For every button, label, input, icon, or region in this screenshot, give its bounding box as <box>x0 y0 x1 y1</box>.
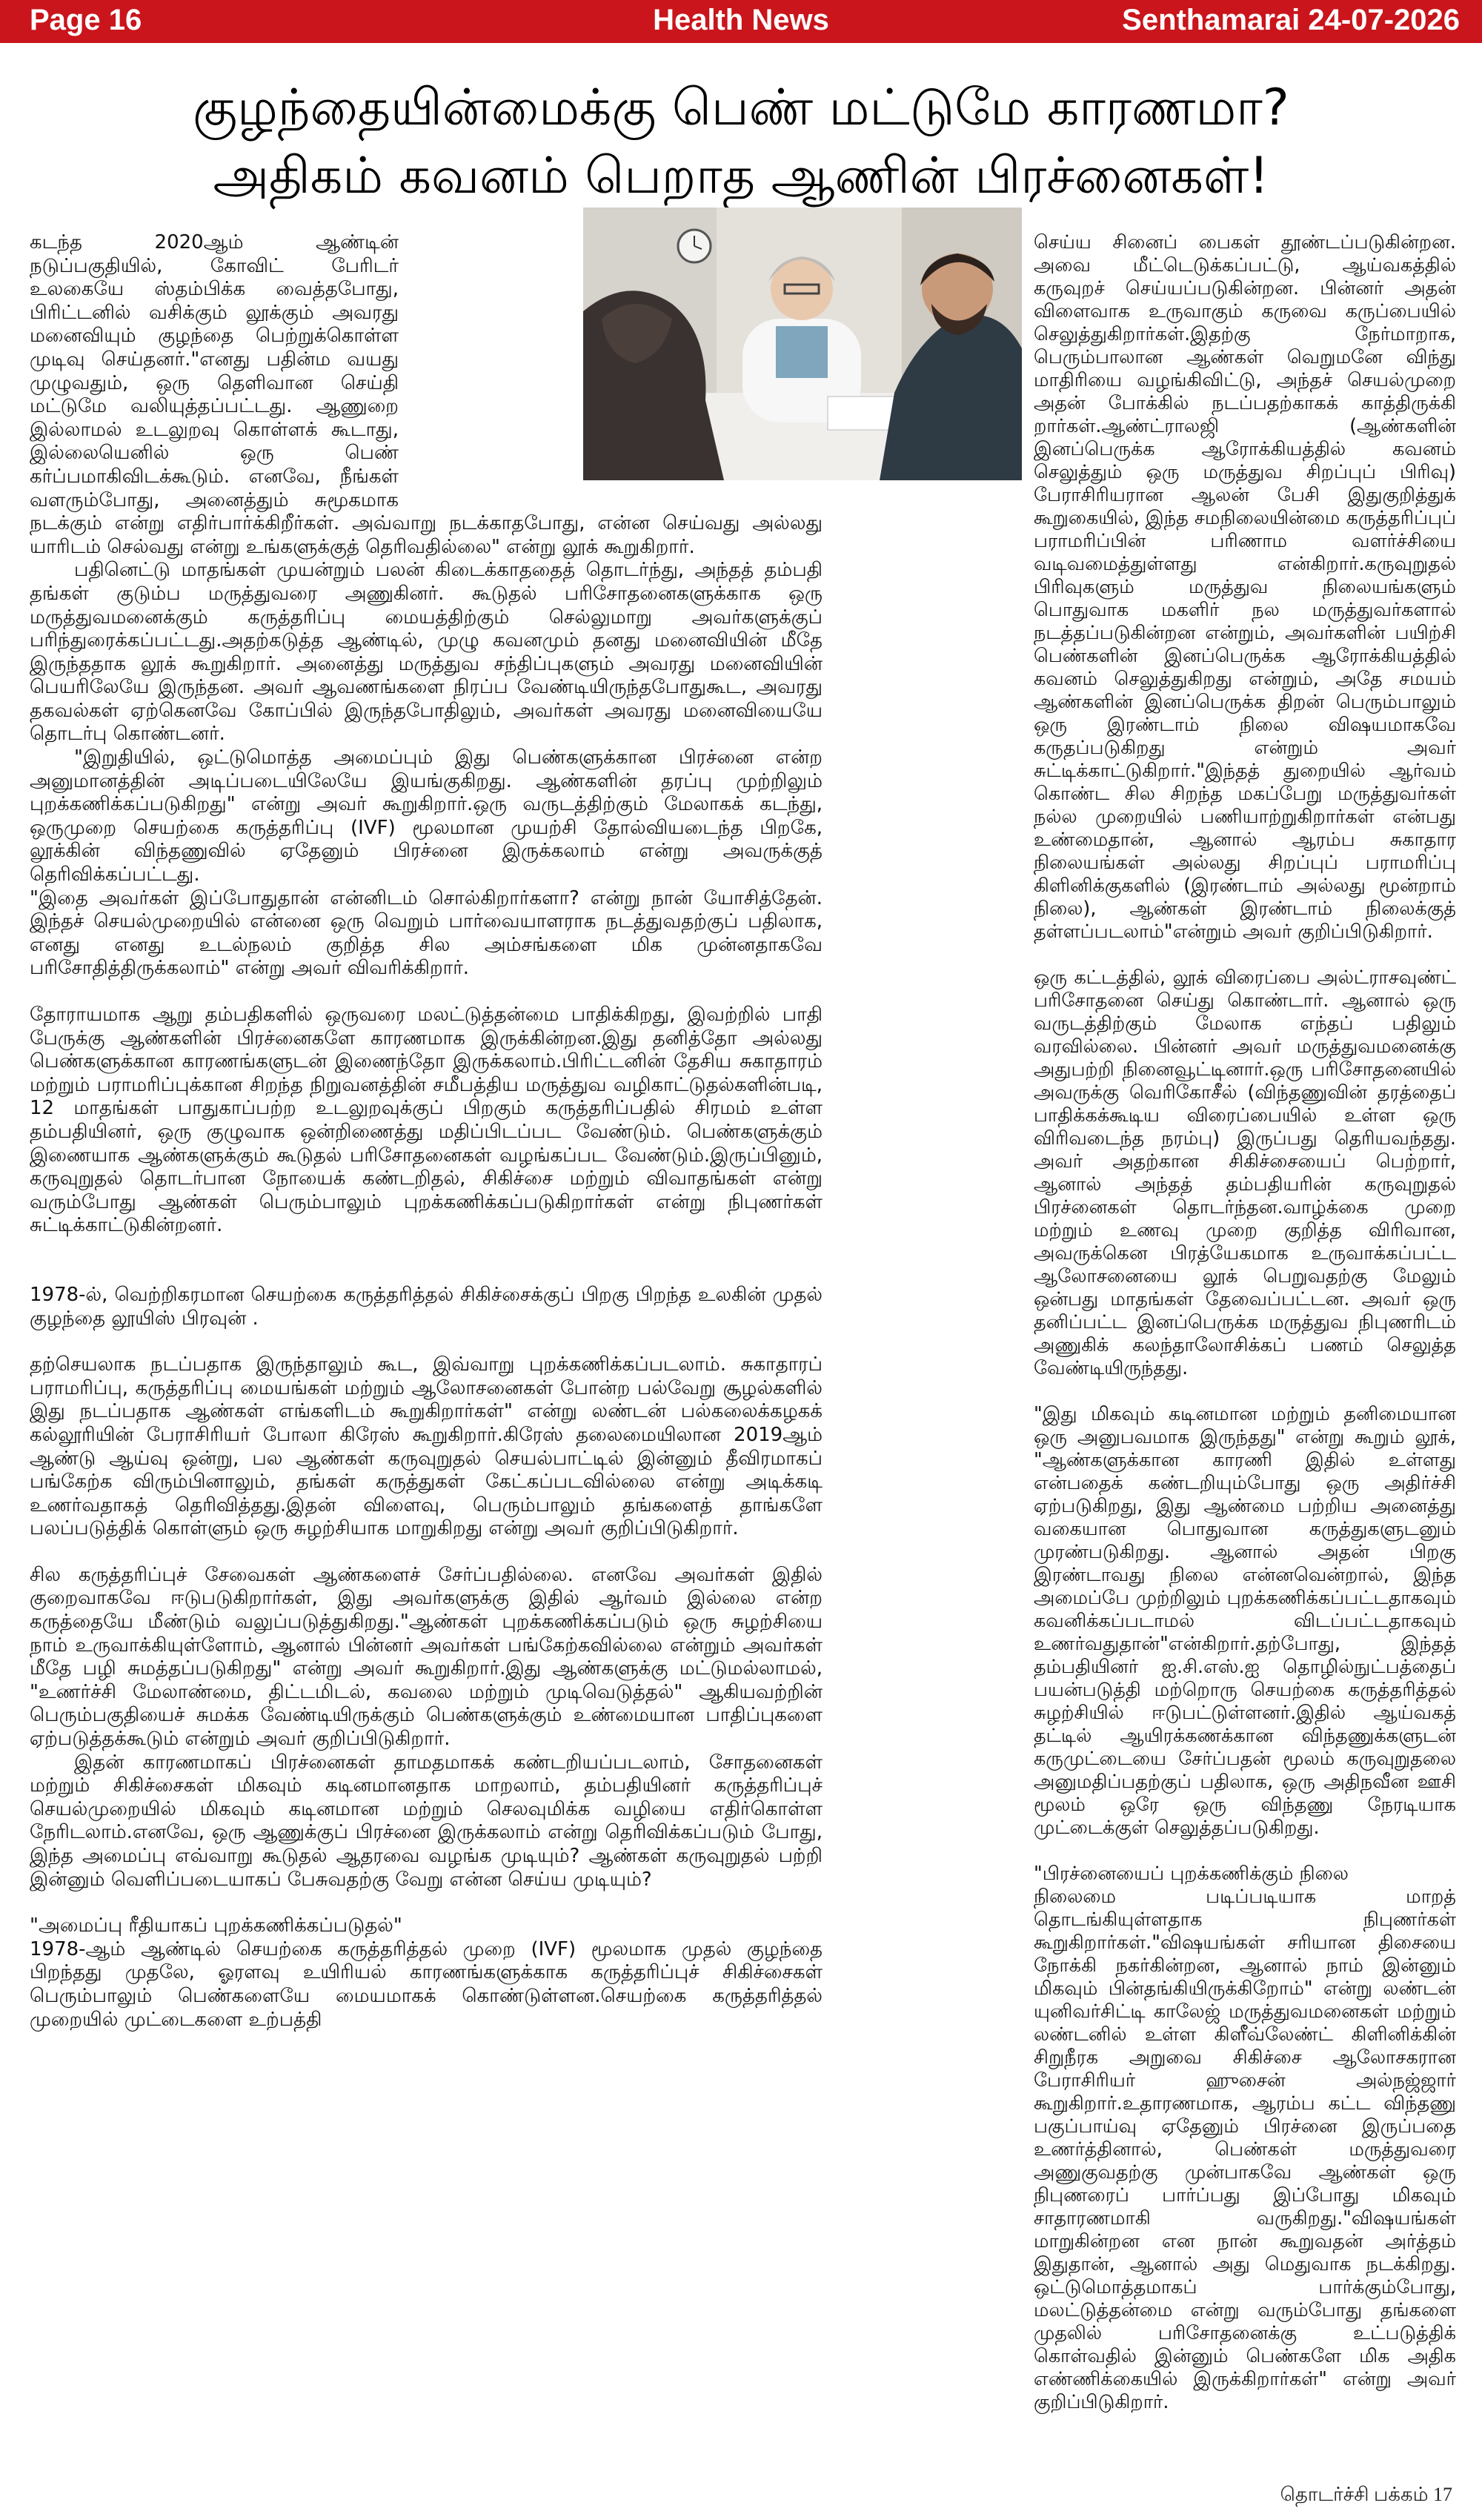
right-column <box>1034 231 1456 2414</box>
masthead-date: Senthamarai 24-07-2026 <box>1122 4 1460 36</box>
paragraph: செய்ய சினைப் பைகள் தூண்டப்படுகின்றன. அவை மீட்டெடுக்கப்பட்டு, ஆய்வகத்தில் கருவுறச் செய்யப்படுகின்றன. பின்னர் அதன் விளைவாக உருவாகும் கருவை கருப்பையில் செலுத்துகிறார்கள்.இதற்கு நேர்மாறாக, பெரும்பாலான ஆண்கள் வெறுமனே விந்து மாதிரியை வழங்கிவிட்டு, அந்தச் செயல்முறை அதன் போக்கில் நடப்பதற்காகக் காத்திருக்கி றார்கள்.ஆண்ட்ராலஜி (ஆண்களின் இனப்பெருக்க ஆரோக்கியத்தில் கவனம் செலுத்தும் ஒரு மருத்துவ சிறப்புப் பிரிவு) பேராசிரியரான ஆலன் பேசி இதுகுறித்துக் கூறுகையில், இந்த சமநிலையின்மை கருத்தரிப்புப் பராமரிப்பின் பரிணாம வளர்ச்சியை வடிவமைத்துள்ளது என்கிறார்.கருவுறுதல் பிரிவுகளும் மருத்துவ நிலையங்களும் பொதுவாக மகளிர் நல மருத்துவர்களால் நடத்தப்படுகின்றன என்றும், அவர்களின் பயிற்சி பெண்களின் இனப்பெருக்க ஆரோக்கியத்தில் கவனம் செலுத்துகிறது என்றும், அதே சமயம் ஆண்களின் இனப்பெருக்க திறன் பெரும்பாலும் ஒரு இரண்டாம் நிலை விஷயமாகவே கருதப்படுகிறது என்றும் அவர் சுட்டிக்காட்டுகிறார்."இந்தத் துறையில் ஆர்வம் கொண்ட சில சிறந்த மகப்பேறு மருத்துவர்கள் நல்ல முறையில் பணியாற்றுகிறார்கள் என்பது உண்மைதான், ஆனால் ஆரம்ப சுகாதார நிலையங்கள் அல்லது சிறப்புப் பராமரிப்பு கிளினிக்குகளில் (இரண்டாம் அல்லது மூன்றாம் நிலை), ஆண்கள் இரண்டாம் நிலைக்குத் தள்ளப்படலாம்"என்றும் அவர் குறிப்பிடுகிறார். <box>1034 231 1456 943</box>
subheading: "அமைப்பு ரீதியாகப் புறக்கணிக்கப்படுதல்" <box>30 1914 402 1937</box>
page-number: Page 16 <box>30 4 142 36</box>
paragraph: நிலைமை படிப்படியாக மாறத் தொடங்கியுள்ளதாக நிபுணர்கள் கூறுகிறார்கள்."விஷயங்கள் சரியான திசையை நோக்கி நகர்கின்றன, ஆனால் நாம் இன்னும் மிகவும் பின்தங்கியிருக்கிறோம்" என்று லண்டன் யுனிவர்சிட்டி காலேஜ் மருத்துவமனைகள் மற்றும் லண்டனில் உள்ள கிளீவ்லேண்ட் கிளினிக்கின் சிறுநீரக அறுவை சிகிச்சை ஆலோசகரான பேராசிரியர் ஹுசைன் அல்நஜ்ஜார் கூறுகிறார்.உதாரணமாக, ஆரம்ப கட்ட விந்தணு பகுப்பாய்வு ஏதேனும் பிரச்னை இருப்பதை உணர்த்தினால், பெண்கள் மருத்துவரை அணுகுவதற்கு முன்பாகவே ஆண்கள் ஒரு நிபுணரைப் பார்ப்பது இப்போது மிகவும் சாதாரணமாகி வருகிறது."விஷயங்கள் மாறுகின்றன என நான் கூறுவதன் அர்த்தம் இதுதான், ஆனால் அது மெதுவாக நடக்கிறது. ஒட்டுமொத்தமாகப் பார்க்கும்போது, மலட்டுத்தன்மை என்று வரும்போது தங்களை முதலில் பரிசோதனைக்கு உட்படுத்திக் கொள்வதில் இன்னும் பெண்களே மிக அதிக எண்ணிக்கையில் இருக்கிறார்கள்" என்று அவர் குறிப்பிடுகிறார். <box>1034 1886 1456 2413</box>
header-bar <box>0 0 1482 43</box>
headline-line-1: குழந்தையின்மைக்கு பெண் மட்டுமே காரணமா? <box>193 79 1289 137</box>
paragraph: ஒரு கட்டத்தில், லூக் விரைப்பை அல்ட்ராசவுண்ட் பரிசோதனை செய்து கொண்டார். ஆனால் ஒரு வருடத்திற்கும் மேலாக எந்தப் பதிலும் வரவில்லை. பின்னர் அவர் மருத்துவமனைக்கு அதுபற்றி நினைவூட்டினார்.ஒரு பரிசோதனையில் அவருக்கு வெரிகோசீல் (விந்தணுவின் தரத்தைப் பாதிக்கக்கூடிய விரைப்பையில் உள்ள ஒரு விரிவடைந்த நரம்பு) இருப்பது தெரியவந்தது. அவர் அதற்கான சிகிச்சையைப் பெற்றார், ஆனால் அந்தத் தம்பதியரின் கருவுறுதல் பிரச்னைகள் தொடர்ந்தன.வாழ்க்கை முறை மற்றும் உணவு முறை குறித்த விரிவான, அவருக்கென பிரத்யேகமாக உருவாக்கப்பட்ட ஆலோசனையை லூக் பெறுவதற்கு மேலும் ஒன்பது மாதங்கள் தேவைப்பட்டன. அவர் ஒரு தனிப்பட்ட இனப்பெருக்க மருத்துவ நிபுணரிடம் அணுகிக் கலந்தாலோசிக்கப் பணம் செலுத்த வேண்டியிருந்தது. <box>1034 966 1456 1379</box>
photo-caption: 1978-ல், வெற்றிகரமான செயற்கை கருத்தரித்தல் சிகிச்சைக்குப் பிறகு பிறந்த உலகின் முதல் குழந்தை லூயிஸ் பிரவுன் . <box>30 1283 823 1330</box>
paragraph: 1978-ஆம் ஆண்டில் செயற்கை கருத்தரித்தல் முறை (IVF) மூலமாக முதல் குழந்தை பிறந்தது முதலே, ஓரளவு உயிரியல் காரணங்களுக்காக கருத்தரிப்புச் சிகிச்சைகள் பெரும்பாலும் பெண்களையே மையமாகக் கொண்டுள்ளன.செயற்கை கருத்தரித்தல் முறையில் முட்டைகளை உற்பத்தி <box>30 1937 823 2031</box>
headline <box>30 74 1452 210</box>
paragraph: கடந்த 2020ஆம் ஆண்டின் நடுப்பகுதியில், கோவிட் பேரிடர் உலகையே ஸ்தம்பிக்க வைத்தபோது, பிரிட்டனில் வசிக்கும் லூக்கும் அவரது மனைவியும் குழந்தை பெற்றுக்கொள்ள முடிவு செய்தனர்."எனது பதின்ம வயது முழுவதும், ஒரு தெளிவான செய்தி மட்டுமே வலியுத்தப்பட்டது. ஆணுறை இல்லாமல் உடலுறவு கொள்ளக் கூடாது, இல்லையெனில் ஒரு பெண் கர்ப்பமாகிவிடக்கூடும். எனவே, நீங்கள் வளரும்போது, அனைத்தும் சுமூகமாக நடக்கும் என்று எதிர்பார்க்கிறீர்கள். அவ்வாறு நடக்காதபோது, என்ன செய்வது அல்லது யாரிடம் செல்வது என்று உங்களுக்குத் தெரிவதில்லை" என்று லூக் கூறுகிறார். <box>30 231 823 558</box>
paragraph: தற்செயலாக நடப்பதாக இருந்தாலும் கூட, இவ்வாறு புறக்கணிக்கப்படலாம். சுகாதாரப் பராமரிப்பு, கருத்தரிப்பு மையங்கள் மற்றும் ஆலோசனைகள் போன்ற பல்வேறு சூழல்களில் இது நடப்பதாக ஆண்கள் எங்களிடம் கூறுகிறார்கள்" என்று லண்டன் பல்கலைக்கழகக் கல்லூரியின் பேராசிரியர் போலா கிரேஸ் கூறுகிறார்.கிரேஸ் தலைமையிலான 2019ஆம் ஆண்டு ஆய்வு ஒன்று, பல ஆண்கள் கருவுறுதல் செயல்பாட்டில் இன்னும் தீவிரமாகப் பங்கேற்க விரும்பினாலும், தங்கள் கருத்துகள் கேட்கப்படவில்லை என்று அடிக்கடி உணர்வதாகத் தெரிவித்தது.இதன் விளைவு, பெரும்பாலும் தங்களைத் தாங்களே பலப்படுத்திக் கொள்ளும் ஒரு சுழற்சியாக மாறுகிறது என்று அவர் குறிப்பிடுகிறார். <box>30 1353 823 1540</box>
paragraph: சில கருத்தரிப்புச் சேவைகள் ஆண்களைச் சேர்ப்பதில்லை. எனவே அவர்கள் இதில் குறைவாகவே ஈடுபடுகிறார்கள், இது அவர்களுக்கு இதில் ஆர்வம் இல்லை என்ற கருத்தையே மீண்டும் வலுப்படுத்துகிறது."ஆண்கள் புறக்கணிக்கப்படும் ஒரு சுழற்சியை நாம் உருவாக்கியுள்ளோம், ஆனால் பின்னர் அவர்கள் பங்கேற்கவில்லை என்றும் அவர்கள் மீதே பழி சுமத்தப்படுகிறது" என்று அவர் கூறுகிறார்.இது ஆண்களுக்கு மட்டுமல்லாமல், "உணர்ச்சி மேலாண்மை, திட்டமிடல், கவலை மற்றும் முடிவெடுத்தல்" ஆகியவற்றின் பெரும்பகுதியைச் சுமக்க வேண்டியிருக்கும் பெண்களுக்கும் உண்மையான பாதிப்புகளை ஏற்படுத்தக்கூடும் என்றும் அவர் குறிப்பிடுகிறார். <box>30 1563 823 1751</box>
paragraph: தோராயமாக ஆறு தம்பதிகளில் ஒருவரை மலட்டுத்தன்மை பாதிக்கிறது, இவற்றில் பாதி பேருக்கு ஆண்களின் பிரச்னைகளே காரணமாக இருக்கின்றன.இது தனித்தோ அல்லது பெண்களுக்கான காரணங்களுடன் இணைந்தோ இருக்கலாம்.பிரிட்டனின் தேசிய சுகாதாரம் மற்றும் பராமரிப்புக்கான சிறந்த நிறுவனத்தின் சமீபத்திய மருத்துவ வழிகாட்டுதல்களின்படி, 12 மாதங்கள் பாதுகாப்பற்ற உடலுறவுக்குப் பிறகும் கருத்தரிப்பதில் சிரமம் உள்ள தம்பதியினர், ஒரு குழுவாக ஒன்றிணைத்து மதிப்பிடப்பட வேண்டும். பெண்களுக்கும் இணையாக ஆண்களுக்கும் கூடுதல் பரிசோதனைகள் வழங்கப்பட வேண்டும்.இருப்பினும், கருவுறுதல் தொடர்பான நோயைக் கண்டறிதல், சிகிச்சை மற்றும் விவாதங்கள் என்று வரும்போது ஆண்கள் பெரும்பாலும் புறக்கணிக்கப்படுகிறார்கள் என்று நிபுணர்கள் சுட்டிக்காட்டுகின்றனர். <box>30 1004 823 1237</box>
subheading: "பிரச்னையைப் புறக்கணிக்கும் நிலை <box>1034 1863 1349 1885</box>
paragraph: "இதை அவர்கள் இப்போதுதான் என்னிடம் சொல்கிறார்களா? என்று நான் யோசித்தேன். இந்தச் செயல்முறையில் என்னை ஒரு வெறும் பார்வையாளராக நடத்துவதற்குப் பதிலாக, எனது எனது உடல்நலம் குறித்த சில அம்சங்களை மிக முன்னதாகவே பரிசோதித்திருக்கலாம்" என்று அவர் விவரிக்கிறார். <box>30 886 823 980</box>
section-label: Health News <box>653 4 829 36</box>
doctor-consultation-photo <box>583 208 1022 480</box>
continued-page-note: தொடர்ச்சி பக்கம் 17 <box>1280 2484 1452 2505</box>
headline-line-2: அதிகம் கவனம் பெறாத ஆணின் பிரச்னைகள்! <box>213 147 1269 205</box>
paragraph: "இறுதியில், ஒட்டுமொத்த அமைப்பும் இது பெண்களுக்கான பிரச்னை என்ற அனுமானத்தின் அடிப்படையிலேயே இயங்குகிறது. ஆண்களின் தரப்பு முற்றிலும் புறக்கணிக்கப்படுகிறது" என்று அவர் கூறுகிறார்.ஒரு வருடத்திற்கும் மேலாகக் கடந்து, ஒருமுறை செயற்கை கருத்தரிப்பு (IVF) மூலமான முயற்சி தோல்வியடைந்த பிறகே, லூக்கின் விந்தணுவில் ஏதேனும் பிரச்னை இருக்கலாம் என்று அவருக்குத் தெரிவிக்கப்பட்டது. <box>30 746 823 886</box>
paragraph: "இது மிகவும் கடினமான மற்றும் தனிமையான ஒரு அனுபவமாக இருந்தது" என்று கூறும் லூக், "ஆண்களுக்கான காரணி இதில் உள்ளது என்பதைக் கண்டறியும்போது ஒரு அதிர்ச்சி ஏற்படுகிறது, இது ஆண்மை பற்றிய அனைத்து வகையான பொதுவான கருத்துகளுடனும் முரண்படுகிறது. ஆனால் அதன் பிறகு இரண்டாவது நிலை என்னவென்றால், இந்த அமைப்பே முற்றிலும் புறக்கணிக்கப்பட்டதாகவும் கவனிக்கப்படாமல் விடப்பட்டதாகவும் உணர்வதுதான்"என்கிறார்.தற்போது, இந்தத் தம்பதியினர் ஐ.சி.எஸ்.ஐ தொழில்நுட்பத்தைப் பயன்படுத்தி மற்றொரு செயற்கை கருத்தரித்தல் சுழற்சியில் ஈடுபட்டுள்ளனர்.இதில் ஆய்வகத் தட்டில் ஆயிரக்கணக்கான விந்தணுக்களுடன் கருமுட்டையை சேர்ப்பதன் மூலம் கருவுறுதலை அனுமதிப்பதற்குப் பதிலாக, ஒரு அதிநவீன ஊசி மூலம் ஒரே ஒரு விந்தணு நேரடியாக முட்டைக்குள் செலுத்தப்படுகிறது. <box>1034 1403 1456 1839</box>
paragraph: பதினெட்டு மாதங்கள் முயன்றும் பலன் கிடைக்காததைத் தொடர்ந்து, அந்தத் தம்பதி தங்கள் குடும்ப மருத்துவரை அணுகினர். கூடுதல் பரிசோதனைகளுக்காக ஒரு மருத்துவமனைக்கும் கருத்தரிப்பு மையத்திற்கும் செல்லுமாறு அவர்களுக்குப் பரிந்துரைக்கப்பட்டது.அதற்கடுத்த ஆண்டில், முழு கவனமும் தனது மனைவியின் மீதே இருந்ததாக லூக் கூறுகிறார். அனைத்து மருத்துவ சந்திப்புகளும் அவரது மனைவியின் பெயரிலேயே இருந்தன. அவர் ஆவணங்களை நிரப்ப வேண்டியிருந்தபோதுகூட, அவரது தகவல்கள் ஏற்கெனவே கோப்பில் இருந்தபோதிலும், அவர்கள் அவரது மனைவியையே தொடர்பு கொண்டனர். <box>30 559 823 746</box>
paragraph: இதன் காரணமாகப் பிரச்னைகள் தாமதமாகக் கண்டறியப்படலாம், சோதனைகள் மற்றும் சிகிச்சைகள் மிகவும் கடினமானதாக மாறலாம், தம்பதியினர் கருத்தரிப்புச் செயல்முறையில் மிகவும் கடினமான மற்றும் செலவுமிக்க வழியை எதிர்கொள்ள நேரிடலாம்.எனவே, ஒரு ஆணுக்குப் பிரச்னை இருக்கலாம் என்று தெரிவிக்கப்படும் போது, இந்த அமைப்பு எவ்வாறு கூடுதல் ஆதரவை வழங்க முடியும்? ஆண்கள் கருவுறுதல் பற்றி இன்னும் வெளிப்படையாகப் பேசுவதற்கு வேறு என்ன செய்ய முடியும்? <box>30 1751 823 1891</box>
left-column <box>30 231 823 2032</box>
photo-illustration <box>583 208 1022 480</box>
